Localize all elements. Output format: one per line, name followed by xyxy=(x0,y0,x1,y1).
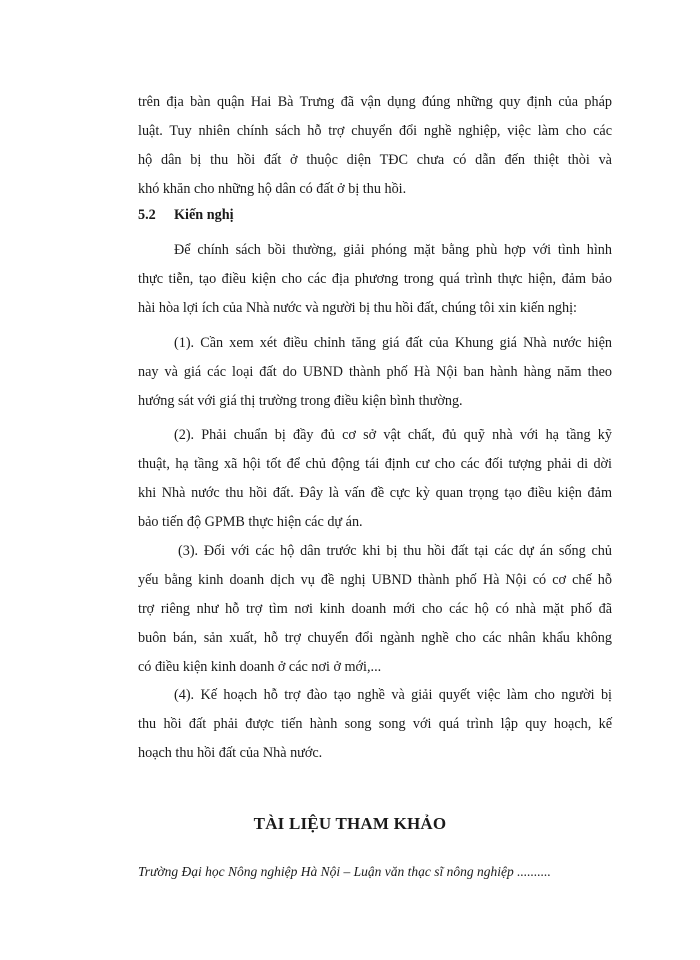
section-heading xyxy=(138,207,234,224)
section-title: Kiến nghị xyxy=(174,207,234,223)
recommendation-3 xyxy=(138,537,612,682)
references-title: TÀI LIỆU THAM KHẢO xyxy=(253,814,447,833)
text-line: trợ riêng như hỗ trợ tìm nơi kinh doanh mới cho các hộ có nhà mặt phố đã xyxy=(138,601,612,617)
footer-line: Trường Đại học Nông nghiệp Hà Nội – Luận văn thạc sĩ nông nghiệp .......... xyxy=(138,864,551,879)
recommendation-4 xyxy=(138,681,612,768)
text-line: hộ dân bị thu hồi đất ở thuộc diện TĐC chưa có dẫn đến thiệt thòi và xyxy=(138,152,612,168)
recommendation-2 xyxy=(138,421,612,537)
text-line: (2). Phải chuẩn bị đầy đủ cơ sở vật chất, đủ quỹ nhà với hạ tầng kỹ xyxy=(174,427,612,443)
paragraph-intro xyxy=(138,88,612,204)
text-line: có điều kiện kinh doanh ở các nơi ở mới,... xyxy=(138,659,382,675)
text-line: nay và giá các loại đất do UBND thành phố Hà Nội ban hành hàng năm theo xyxy=(138,364,612,380)
section-number: 5.2 xyxy=(138,207,156,223)
text-line: (4). Kế hoạch hỗ trợ đào tạo nghề và giải quyết việc làm cho người bị xyxy=(174,687,612,703)
text-line: (1). Cần xem xét điều chỉnh tăng giá đất của Khung giá Nhà nước hiện xyxy=(174,335,612,351)
text-line: khi Nhà nước thu hồi đất. Đây là vấn đề cực kỳ quan trọng tạo điều kiện đảm xyxy=(138,485,612,501)
text-line: hướng sát với giá thị trường trong điều kiện bình thường. xyxy=(138,393,463,409)
text-line: trên địa bàn quận Hai Bà Trưng đã vận dụng đúng những quy định của pháp xyxy=(138,94,612,110)
text-line: (3). Đối với các hộ dân trước khi bị thu hồi đất tại các dự án sống chủ xyxy=(178,543,612,559)
recommendation-1 xyxy=(138,329,612,416)
text-line: buôn bán, sản xuất, hỗ trợ chuyển đổi ngành nghề cho các nhân khẩu không xyxy=(138,630,612,646)
text-line: thực tiễn, tạo điều kiện cho các địa phương trong quá trình thực hiện, đảm bảo xyxy=(138,271,612,287)
text-line: yếu bằng kinh doanh dịch vụ đề nghị UBND thành phố Hà Nội có cơ chế hỗ xyxy=(138,572,612,588)
text-line: bảo tiến độ GPMB thực hiện các dự án. xyxy=(138,514,363,530)
text-line: hài hòa lợi ích của Nhà nước và người bị thu hồi đất, chúng tôi xin kiến nghị: xyxy=(138,300,577,316)
text-line: hoạch thu hồi đất của Nhà nước. xyxy=(138,745,323,761)
paragraph-lead xyxy=(138,236,612,323)
text-line: Để chính sách bồi thường, giải phóng mặt bằng phù hợp với tình hình xyxy=(174,242,612,258)
text-line: khó khăn cho những hộ dân có đất ở bị thu hồi. xyxy=(138,181,407,197)
text-line: thuật, hạ tầng xã hội tốt để chủ động tái định cư cho các đối tượng phải di dời xyxy=(138,456,612,472)
text-line: thu hồi đất phải được tiến hành song song với quá trình lập quy hoạch, kế xyxy=(138,716,612,732)
text-line: luật. Tuy nhiên chính sách hỗ trợ chuyển đổi nghề nghiệp, việc làm cho các xyxy=(138,123,612,139)
